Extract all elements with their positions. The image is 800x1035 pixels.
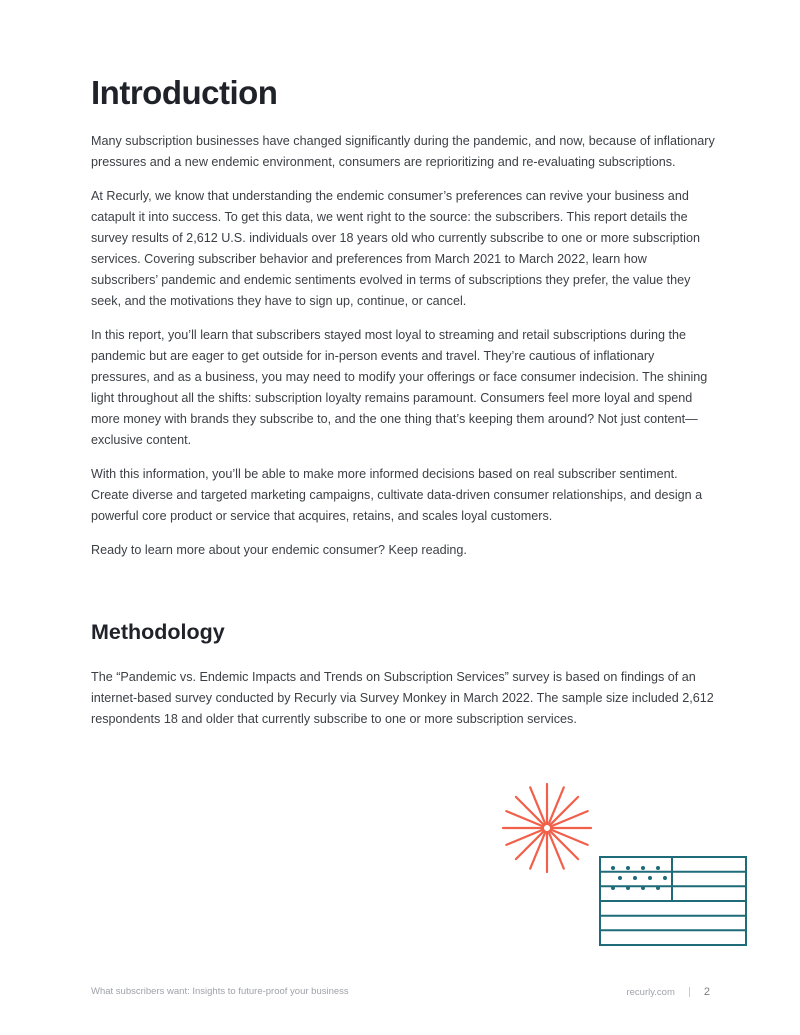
methodology-paragraph: The “Pandemic vs. Endemic Impacts and Trends on Subscription Services” survey is based on findings of an internet-based survey conducted by Recurly via Survey Monkey in March 2022. The sample size included 2,612 respondents 18 and older that currently subscribe to one or more subscription services. (91, 670, 714, 726)
intro-paragraph-2: At Recurly, we know that understanding the endemic consumer’s preferences can revive your business and catapult it into success. To get this data, we went right to the source: the subscribers. This report details the survey results of 2,612 U.S. individuals over 18 years old who currently subscribe to one or more subscription services. Covering subscriber behavior and preferences from March 2021 to March 2022, learn how subscribers’ pandemic and endemic sentiments evolved in terms of subscriptions they prefer, the value they seek, and the motivations they have to sign up, continue, or cancel. (91, 189, 700, 308)
page-number: 2 (703, 986, 710, 998)
introduction-heading: Introduction (91, 74, 278, 111)
introduction-body (91, 131, 716, 574)
methodology-body (91, 667, 716, 743)
footer-right (626, 986, 710, 998)
methodology-heading: Methodology (91, 620, 225, 644)
footer-divider (689, 987, 690, 997)
intro-paragraph-1: Many subscription businesses have changed significantly during the pandemic, and now, because of inflationary pressures and a new endemic environment, consumers are reprioritizing and re-evaluating subscriptions. (91, 134, 715, 169)
firework-burst-icon (503, 784, 591, 872)
decorative-illustration (500, 782, 750, 957)
footer-website: recurly.com (626, 986, 675, 998)
intro-paragraph-5: Ready to learn more about your endemic consumer? Keep reading. (91, 543, 467, 557)
illustration-svg (500, 782, 750, 952)
intro-paragraph-3: In this report, you’ll learn that subscribers stayed most loyal to streaming and retail subscriptions during the pandemic but are eager to get outside for in-person events and travel. They’re cautious of inflationary pressures, and as a business, you may need to modify your offerings or face consumer indecision. The shining light throughout all the shifts: subscription loyalty remains paramount. Consumers feel more loyal and spend more money with brands they subscribe to, and the one thing that’s keeping them around? Not just content—exclusive content. (91, 328, 708, 447)
intro-paragraph-4: With this information, you’ll be able to make more informed decisions based on real subscriber sentiment. Create diverse and targeted marketing campaigns, cultivate data-driven consumer relationships, and design a powerful core product or service that acquires, retains, and scales loyal customers. (91, 467, 703, 523)
footer-document-title: What subscribers want: Insights to future-proof your business (91, 986, 349, 997)
us-flag-icon (600, 857, 746, 945)
